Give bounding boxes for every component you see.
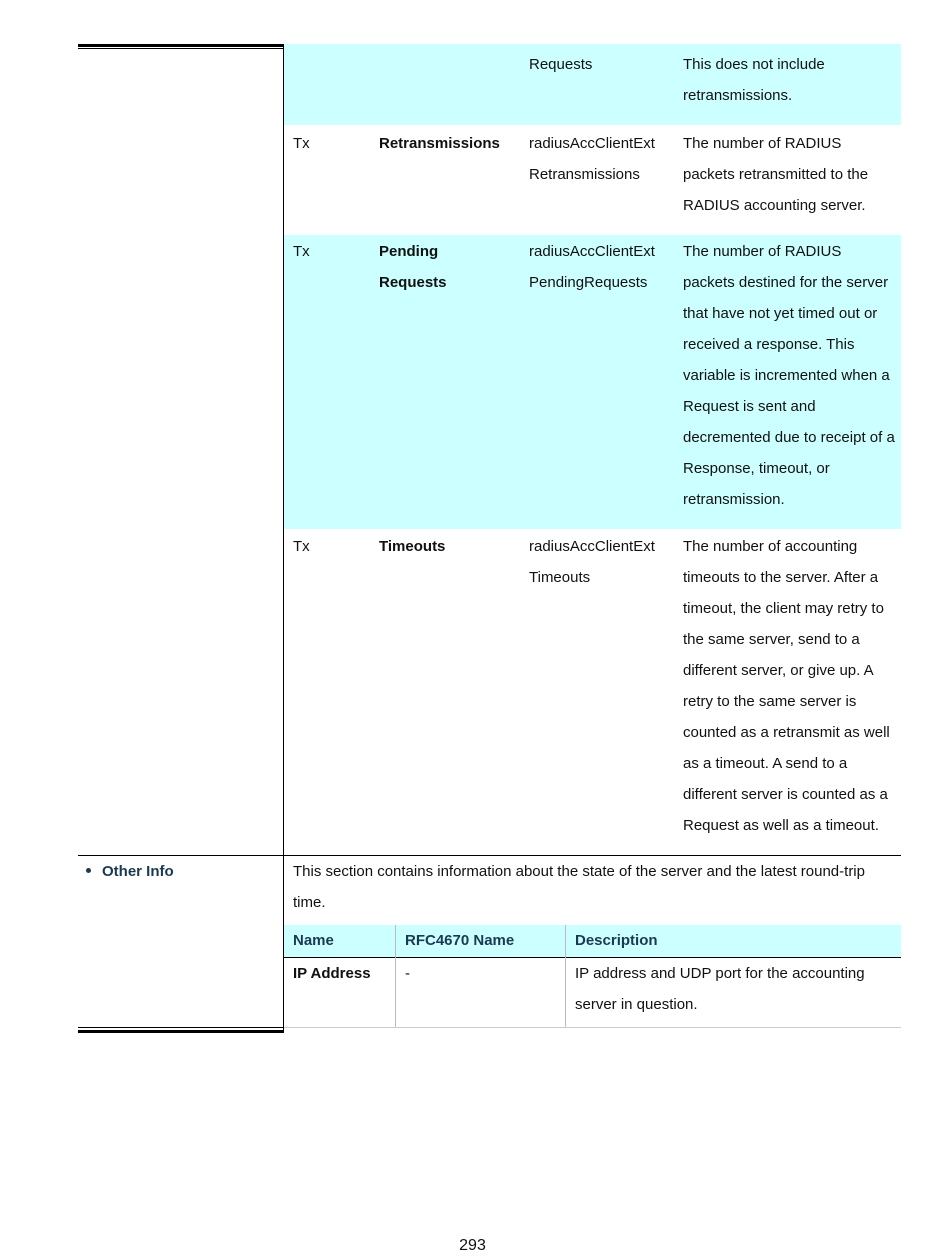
- page-number: 293: [459, 1237, 486, 1254]
- table-row: [284, 529, 901, 855]
- table-row: [284, 44, 901, 125]
- table-row: [284, 235, 901, 529]
- rfc-name-cell: -: [405, 965, 410, 982]
- header-name: Name: [293, 932, 334, 949]
- name-cell: IP Address: [293, 965, 371, 982]
- header-description: Description: [575, 932, 658, 949]
- table-row: [284, 125, 901, 235]
- table-bottom-rule-inner: [78, 1027, 284, 1028]
- other-info-table-header: [284, 925, 901, 958]
- table-bottom-rule: [78, 1030, 284, 1033]
- description-cell: The number of accounting timeouts to the server. After a timeout, the client may retry to the same server, send to a different server, or give up. A retry to the same server is counted as a retransmit as well as a timeout. A send to a different server is counted as a Request as well as a timeout.: [683, 538, 890, 834]
- table-top-rule-inner: [78, 48, 284, 49]
- direction-cell: Tx: [293, 135, 310, 152]
- rfc-name-cell: radiusAccClientExt PendingRequests: [529, 243, 655, 291]
- direction-cell: Tx: [293, 538, 310, 555]
- name-cell: Pending Requests: [379, 243, 447, 291]
- description-cell: This does not include retransmissions.: [683, 56, 825, 104]
- name-cell: Retransmissions: [379, 135, 500, 152]
- other-info-heading: [86, 856, 174, 887]
- description-cell: IP address and UDP port for the accounting server in question.: [575, 965, 865, 1013]
- description-cell: The number of RADIUS packets retransmitted to the RADIUS accounting server.: [683, 135, 869, 214]
- name-cell: Timeouts: [379, 538, 446, 555]
- direction-cell: Tx: [293, 243, 310, 260]
- header-rfc-name: RFC4670 Name: [405, 932, 515, 949]
- other-info-label: Other Info: [102, 863, 174, 880]
- rfc-name-cell: radiusAccClientExt Timeouts: [529, 538, 655, 586]
- description-cell: The number of RADIUS packets destined for the server that have not yet timed out or received a response. This variable is incremented when a Request is sent and decremented due to receipt of a Response, timeout, or retransmission.: [683, 243, 895, 508]
- other-info-intro: This section contains information about the state of the server and the latest round-trip time.: [293, 863, 865, 911]
- bullet-icon: [86, 868, 91, 873]
- table-top-rule: [78, 44, 284, 47]
- rfc-name-cell: radiusAccClientExt Retransmissions: [529, 135, 655, 183]
- rfc-name-cell: Requests: [529, 56, 593, 73]
- table-row: [284, 958, 901, 1028]
